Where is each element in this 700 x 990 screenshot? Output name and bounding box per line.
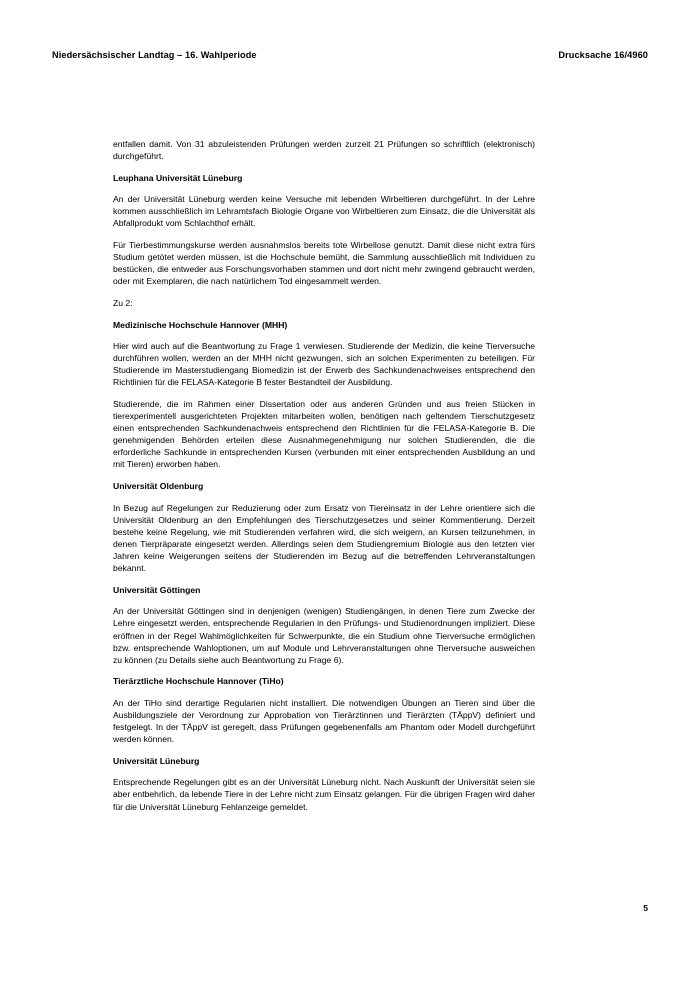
section-heading: Medizinische Hochschule Hannover (MHH) — [113, 319, 288, 330]
section-heading: Leuphana Universität Lüneburg — [113, 172, 243, 183]
body-paragraph: entfallen damit. Von 31 abzuleistenden Prüfungen werden zurzeit 21 Prüfungen so schriftlich (elektronisch) durchgeführt. — [113, 139, 535, 162]
section-heading: Tierärztliche Hochschule Hannover (TiHo) — [113, 676, 284, 687]
section-heading: Universität Oldenburg — [113, 481, 204, 492]
body-paragraph: Studierende, die im Rahmen einer Dissertation oder aus anderen Gründen und aus freien Stücken in tierexperimentell ausgerichteten Projekten mitarbeiten wollen, benötigen nach geltendem Tierschutzgesetz einen entsprechenden Sachkundenachweis entsprechend den Richtlinien für die FELASA-Kategorie B. Die genehmigenden Behörden erteilen diese Ausnahmegenehmigung nur solchen Studierenden, die die erforderliche Sachkunde in entsprechenden Kursen (verbunden mit einer entsprechenden Ausbildung an und mit Tieren) erworben haben. — [113, 399, 535, 470]
header-left-text: Niedersächsischer Landtag – 16. Wahlperiode — [52, 50, 257, 60]
body-paragraph: Entsprechende Regelungen gibt es an der Universität Lüneburg nicht. Nach Auskunft der Universität seien sie aber entbehrlich, da lebende Tiere in der Lehre nicht zum Einsatz gelangen. Für die übrigen Fragen wird daher für die Universität Lüneburg Fehlanzeige gemeldet. — [113, 777, 535, 812]
section-heading: Universität Lüneburg — [113, 755, 200, 766]
section-heading: Universität Göttingen — [113, 584, 201, 595]
body-paragraph: An der Universität Lüneburg werden keine Versuche mit lebenden Wirbeltieren durchgeführt. In der Lehre kommen ausschließlich im Lehramtsfach Biologie Organe von Wirbeltieren zum Einsatz, die die Universität als Abfallprodukt vom Schlachthof erhält. — [113, 194, 535, 229]
page-header — [52, 50, 648, 60]
header-right-text: Drucksache 16/4960 — [558, 50, 648, 60]
question-label: Zu 2: — [113, 297, 133, 308]
body-paragraph: Hier wird auch auf die Beantwortung zu Frage 1 verwiesen. Studierende der Medizin, die keine Tierversuche durchführen wollen, werden an der MHH nicht gezwungen, sich an solchen Experimenten zu beteiligen. Für Studierende im Masterstudiengang Biomedizin ist der Erwerb des Sachkundenachweises entsprechend den Richtlinien für die FELASA-Kategorie B fester Bestandteil der Ausbildung. — [113, 341, 535, 388]
page-number: 5 — [643, 903, 648, 913]
body-paragraph: Für Tierbestimmungskurse werden ausnahmslos bereits tote Wirbellose genutzt. Damit diese nicht extra fürs Studium getötet werden müssen, ist die Hochschule bemüht, die Sammlung ausschließlich mit Individuen zu bestücken, die entweder aus Forschungsvorhaben stammen und dort nicht mehr zwingend gebraucht werden, oder mit Exemplaren, die nach natürlichem Tod eingesammelt werden. — [113, 240, 535, 287]
document-body — [113, 138, 535, 822]
body-paragraph: In Bezug auf Regelungen zur Reduzierung oder zum Ersatz von Tiereinsatz in der Lehre orientiere sich die Universität Oldenburg an den Empfehlungen des Tierschutzgesetzes und seiner Kommentierung. Derzeit bestehe keine Regelung, wie mit Studierenden verfahren wird, die sich weigern, an Kursen teilzunehmen, in denen Tierpräparate eingesetzt werden. Allerdings seien dem Studiengremium Biologie aus den letzten vier Jahren keine Weigerungen seitens der Studierenden im Bezug auf die betreffenden Lehrveranstaltungen bekannt. — [113, 502, 535, 574]
body-paragraph: An der Universität Göttingen sind in denjenigen (wenigen) Studiengängen, in denen Tiere zum Zwecke der Lehre eingesetzt werden, entsprechende Regularien in den Prüfungs- und Studienordnungen impliziert. Diese eröffnen in der Regel Wahlmöglichkeiten für Schwerpunkte, die ein Studium ohne Tierversuche ermöglichen bzw. entsprechende Wahloptionen, um auf Module und Lehrveranstaltungen ohne Tierversuche ausweichen zu können (zu Details siehe auch Beantwortung zu Frage 6). — [113, 606, 535, 665]
body-paragraph: An der TiHo sind derartige Regularien nicht installiert. Die notwendigen Übungen an Tieren sind über die Ausbildungsziele der Verordnung zur Approbation von Tierärztinnen und Tierärzten (TÄppV) definiert und festgelegt. In der TÄppV ist geregelt, dass Prüfungen gegebenenfalls am Phantom oder Modell durchgeführt werden können. — [113, 697, 535, 745]
